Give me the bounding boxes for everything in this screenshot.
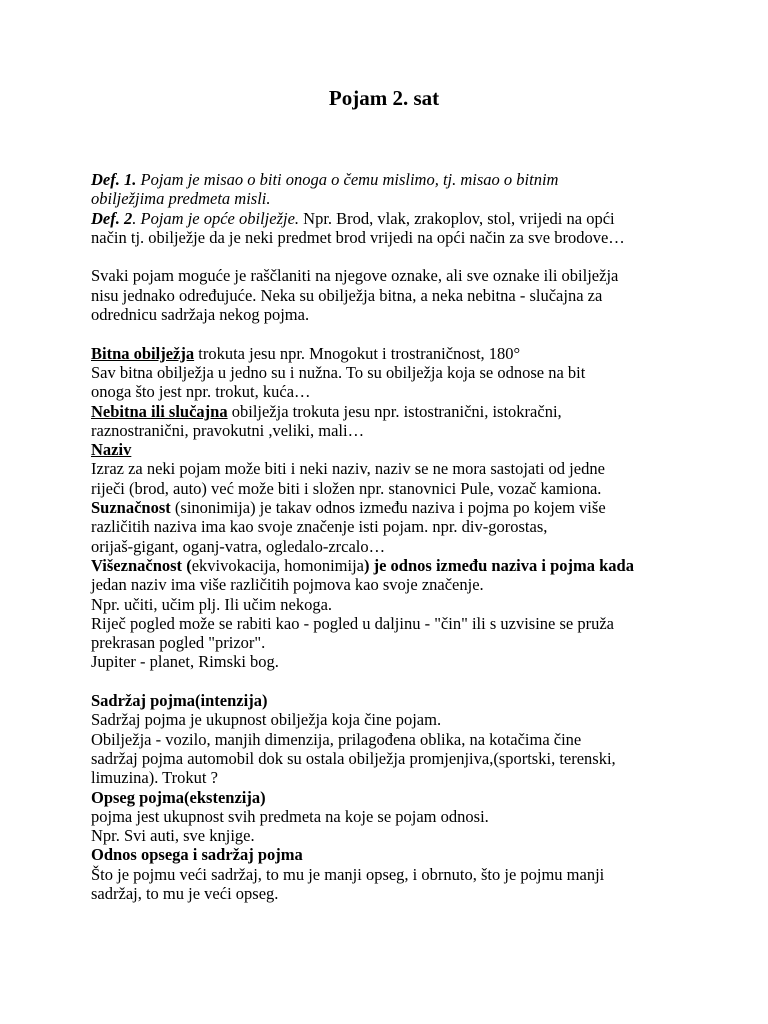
- bitna-line-2: Sav bitna obilježja u jedno su i nužna. To su obilježja koja se odnose na bit: [91, 362, 586, 382]
- def2-line-2: način tj. obilježje da je neki predmet brod vrijedi na opći način za sve brodove…: [91, 227, 625, 247]
- odnos-heading: Odnos opsega i sadržaj pojma: [91, 845, 303, 865]
- opseg-heading: Opseg pojma(ekstenzija): [91, 787, 266, 807]
- viseznacnost-line-2: jedan naziv ima više različitih pojmova kao svoje značenje.: [91, 575, 484, 595]
- sadrzaj-line-2: Obilježja - vozilo, manjih dimenzija, prilagođena oblika, na kotačima čine: [91, 729, 582, 749]
- suznacnost-line-2: različitih naziva ima kao svoje značenje isti pojam. npr. div-gorostas,: [91, 517, 548, 537]
- opseg-line-2: Npr. Svi auti, sve knjige.: [91, 826, 255, 846]
- bitna-text: trokuta jesu npr. Mnogokut i trostraničnost, 180°: [194, 343, 521, 363]
- document-body: [91, 170, 691, 903]
- sadrzaj-line-4: limuzina). Trokut ?: [91, 768, 218, 788]
- page-title: Pojam 2. sat: [328, 86, 440, 110]
- suznacnost-text: (sinonimija) je takav odnos između naziva i pojma po kojem više: [170, 498, 606, 518]
- viseznacnost-line-6: Jupiter - planet, Rimski bog.: [91, 652, 279, 672]
- odnos-line-1: Što je pojmu veći sadržaj, to mu je manji opseg, i obrnuto, što je pojmu manji: [91, 864, 605, 884]
- para1-line-2: nisu jednako određujuće. Neka su obilježja bitna, a neka nebitna - slučajna za: [91, 285, 603, 305]
- odnos-line-2: sadržaj, to mu je veći opseg.: [91, 883, 279, 903]
- nebitna-line-2: raznostranični, pravokutni ,veliki, mali…: [91, 420, 365, 440]
- viseznacnost-line-5: prekrasan pogled "prizor".: [91, 633, 266, 653]
- def1-line-2: obilježjima predmeta misli.: [91, 189, 271, 209]
- suznacnost-heading: Suznačnost: [91, 498, 171, 518]
- nebitna-heading: Nebitna ili slučajna: [91, 401, 228, 421]
- viseznacnost-line-1: Višeznačnost (ekvivokacija, homonimija) je odnos između naziva i pojma kada: [91, 555, 634, 575]
- def1-label: Def. 1.: [91, 170, 137, 189]
- viseznacnost-synonyms: ekvivokacija, homonimija: [191, 555, 364, 575]
- def1-text: Pojam je misao o biti onoga o čemu mislimo, tj. misao o bitnim: [136, 170, 559, 189]
- nebitna-line-1: [91, 402, 691, 421]
- suznacnost-line-3: orijaš-gigant, oganj-vatra, ogledalo-zrcalo…: [91, 536, 386, 556]
- bitna-line-3: onoga što jest npr. trokut, kuća…: [91, 382, 311, 402]
- def2-text: Npr. Brod, vlak, zrakoplov, stol, vrijedi na opći: [299, 208, 615, 228]
- suznacnost-line-1: [91, 498, 691, 517]
- def2-italic: . Pojam je opće obilježje.: [132, 208, 300, 228]
- def2-line-1: [91, 209, 691, 228]
- naziv-heading: Naziv: [91, 440, 132, 460]
- naziv-line-1: Izraz za neki pojam može biti i neki naziv, naziv se ne mora sastojati od jedne: [91, 459, 605, 479]
- nebitna-text: obilježja trokuta jesu npr. istostranični, istokračni,: [227, 401, 562, 421]
- naziv-line-2: riječi (brod, auto) već može biti i složen npr. stanovnici Pule, vozač kamiona.: [91, 478, 602, 498]
- para1-line-3: odrednicu sadržaja nekog pojma.: [91, 305, 310, 325]
- viseznacnost-line-3: Npr. učiti, učim plj. Ili učim nekoga.: [91, 594, 333, 614]
- sadrzaj-line-1: Sadržaj pojma je ukupnost obilježja koja čine pojam.: [91, 710, 442, 730]
- viseznacnost-line-4: Riječ pogled može se rabiti kao - pogled u daljinu - "čin" ili s uzvisine se pruža: [91, 613, 614, 633]
- def2-label: Def. 2: [91, 208, 133, 228]
- opseg-line-1: pojma jest ukupnost svih predmeta na koje se pojam odnosi.: [91, 806, 489, 826]
- bitna-line-1: [91, 344, 691, 363]
- sadrzaj-line-3: sadržaj pojma automobil dok su ostala obilježja promjenjiva,(sportski, terenski,: [91, 748, 616, 768]
- def1-line-1: [91, 170, 691, 189]
- sadrzaj-heading: Sadržaj pojma(intenzija): [91, 691, 268, 711]
- para1-line-1: Svaki pojam moguće je raščlaniti na njegove oznake, ali sve oznake ili obilježja: [91, 266, 619, 286]
- viseznacnost-heading: Višeznačnost: [91, 555, 183, 575]
- bitna-heading: Bitna obilježja: [91, 343, 195, 363]
